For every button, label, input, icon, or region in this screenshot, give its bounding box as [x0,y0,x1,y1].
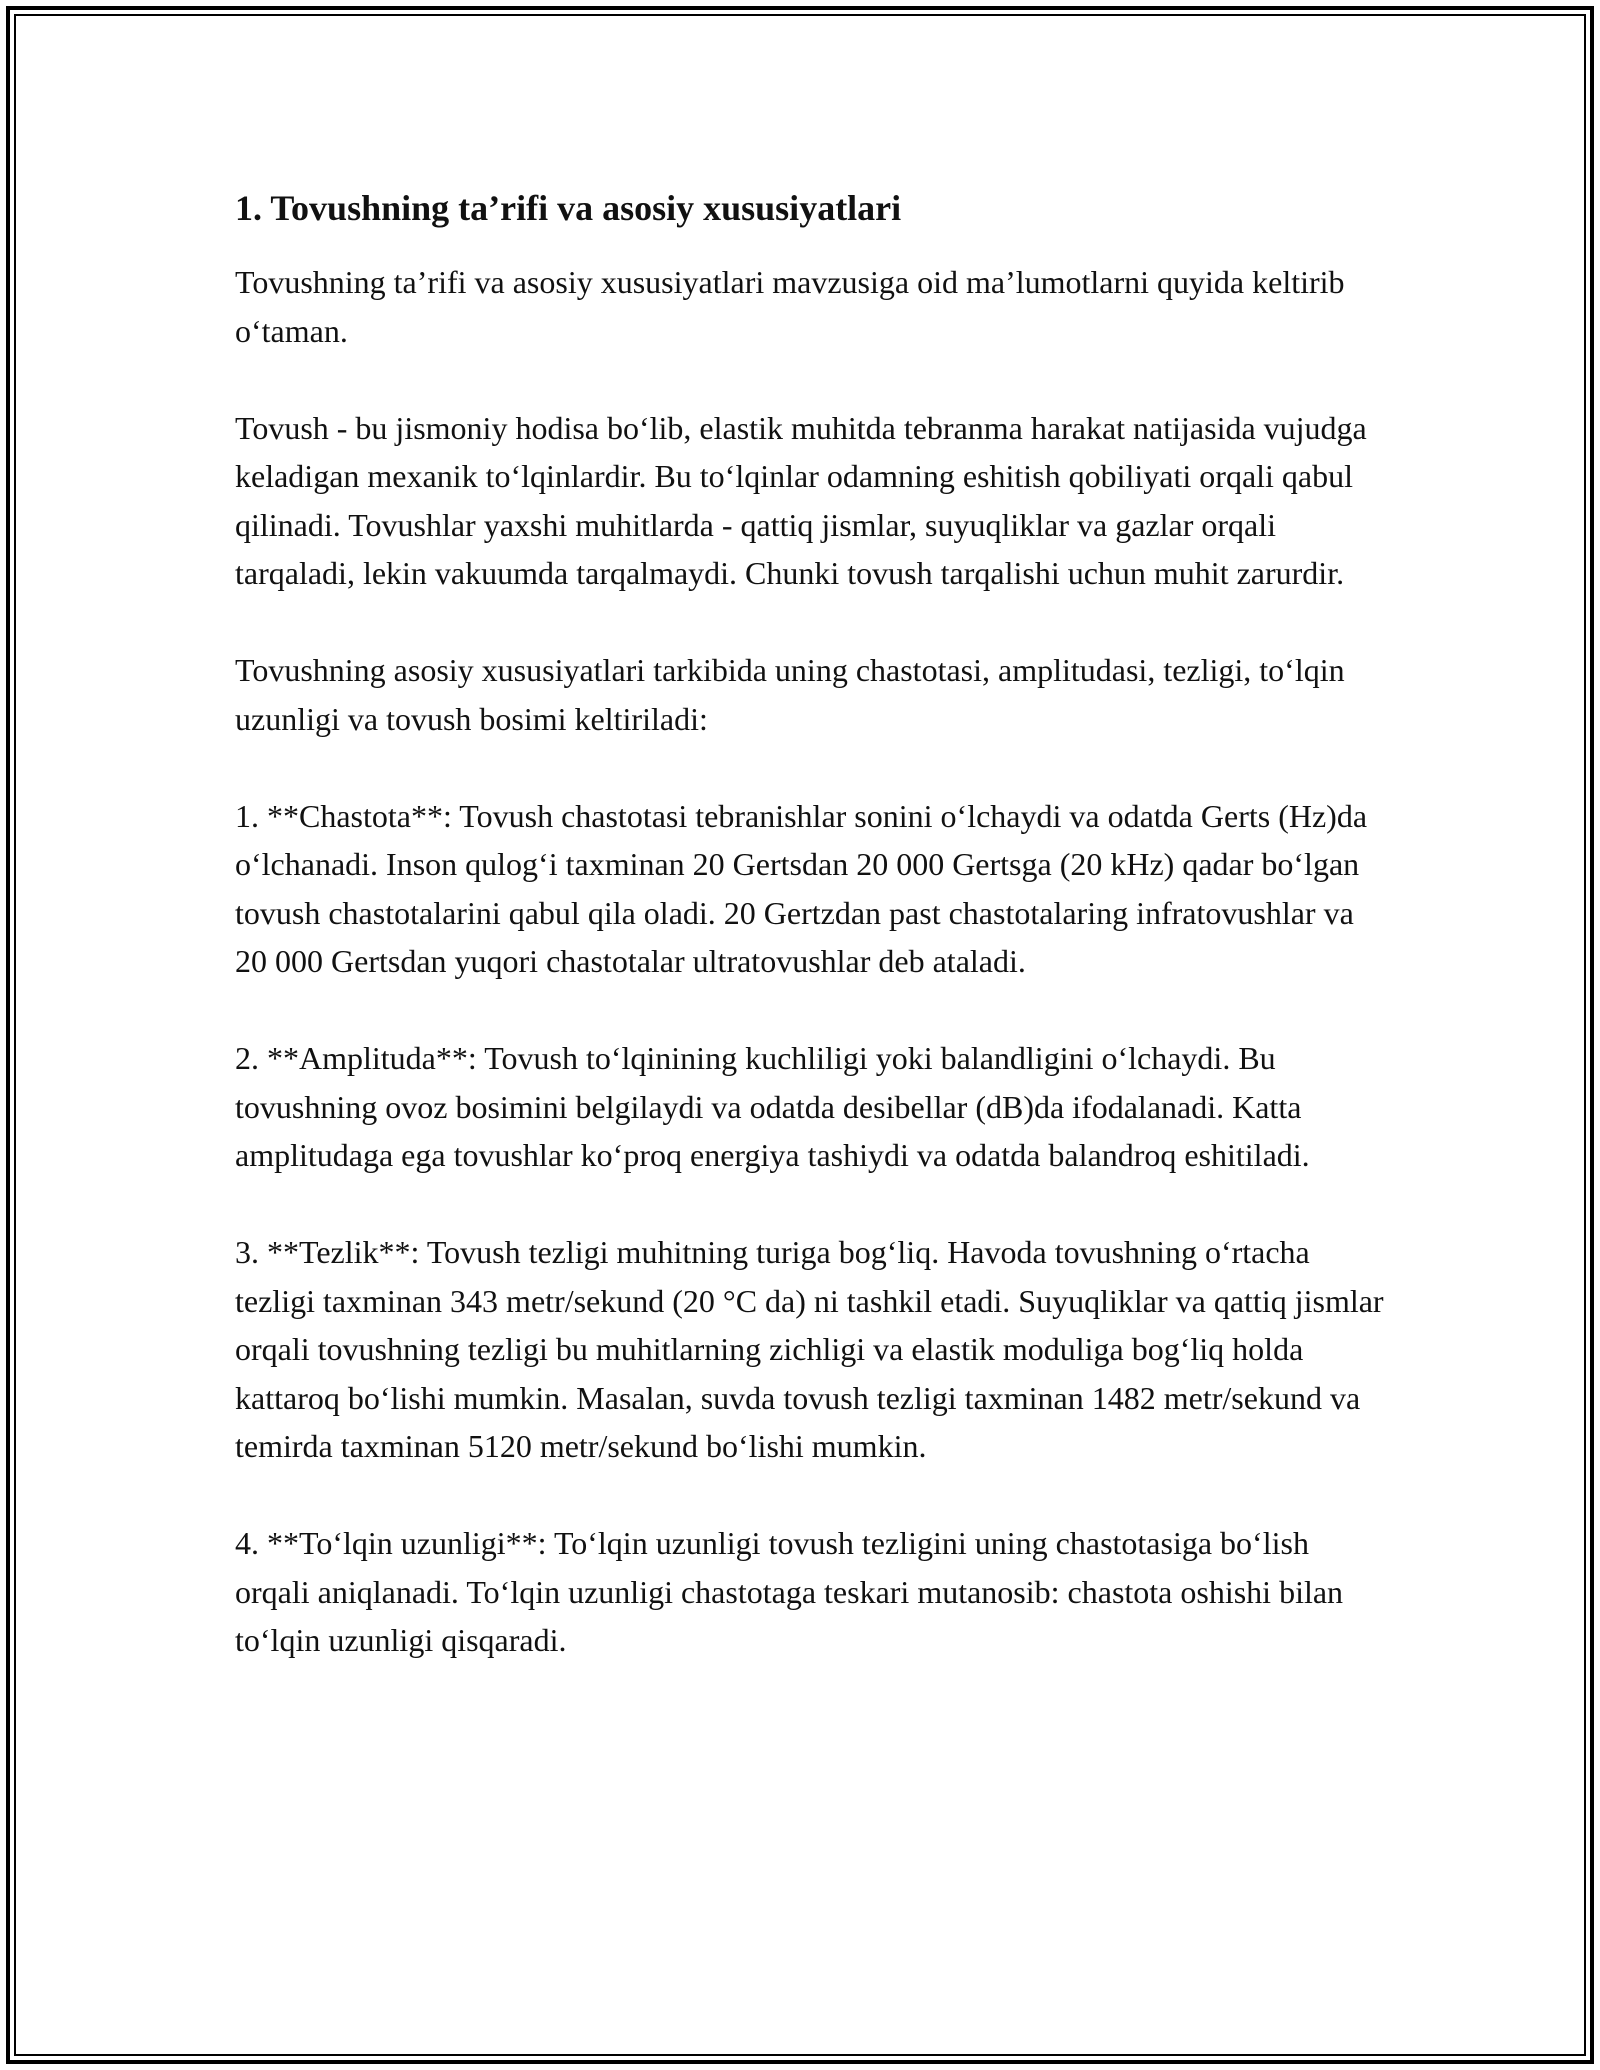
amplitude-paragraph: 2. **Amplituda**: Tovush to‘lqinining kuchliligi yoki balandligini o‘lchaydi. Bu tovushning ovoz bosimini belgilaydi va odatda desibellar (dB)da ifodalanadi. Katta amplitudaga ega tovushlar ko‘proq energiya tashiydi va odatda balandroq eshitiladi. [235,1040,1310,1173]
document-body [235,186,1385,1713]
properties-intro-paragraph: Tovushning asosiy xususiyatlari tarkibida uning chastotasi, amplitudasi, tezligi, to‘lqin uzunligi va tovush bosimi keltiriladi: [235,652,1345,737]
intro-paragraph: Tovushning ta’rifi va asosiy xususiyatlari mavzusiga oid ma’lumotlarni quyida keltirib o‘taman. [235,264,1345,349]
document-title: 1. Tovushning ta’rifi va asosiy xususiyatlari [235,188,902,228]
definition-paragraph: Tovush - bu jismoniy hodisa bo‘lib, elastik muhitda tebranma harakat natijasida vujudga keladigan mexanik to‘lqinlardir. Bu to‘lqinlar odamning eshitish qobiliyati orqali qabul qilinadi. Tovushlar yaxshi muhitlarda - qattiq jismlar, suyuqliklar va gazlar orqali tarqaladi, lekin vakuumda tarqalmaydi. Chunki tovush tarqalishi uchun muhit zarurdir. [235,409,1367,591]
speed-paragraph: 3. **Tezlik**: Tovush tezligi muhitning turiga bog‘liq. Havoda tovushning o‘rtacha tezligi taxminan 343 metr/sekund (20 °C da) ni tashkil etadi. Suyuqliklar va qattiq jismlar orqali tovushning tezligi bu muhitlarning zichligi va elastik moduliga bog‘liq holda kattaroq bo‘lishi mumkin. Masalan, suvda tovush tezligi taxminan 1482 metr/sekund va temirda taxminan 5120 metr/sekund bo‘lishi mumkin. [235,1234,1384,1464]
frequency-paragraph: 1. **Chastota**: Tovush chastotasi tebranishlar sonini o‘lchaydi va odatda Gerts (Hz)da o‘lchanadi. Inson qulog‘i taxminan 20 Gertsdan 20 000 Gertsga (20 kHz) qadar bo‘lgan tovush chastotalarini qabul qila oladi. 20 Gertzdan past chastotalaring infratovushlar va 20 000 Gertsdan yuqori chastotalar ultratovushlar deb ataladi. [235,797,1368,979]
wavelength-paragraph: 4. **To‘lqin uzunligi**: To‘lqin uzunligi tovush tezligini uning chastotasiga bo‘lish orqali aniqlanadi. To‘lqin uzunligi chastotaga teskari mutanosib: chastota oshishi bilan to‘lqin uzunligi qisqaradi. [235,1525,1344,1658]
